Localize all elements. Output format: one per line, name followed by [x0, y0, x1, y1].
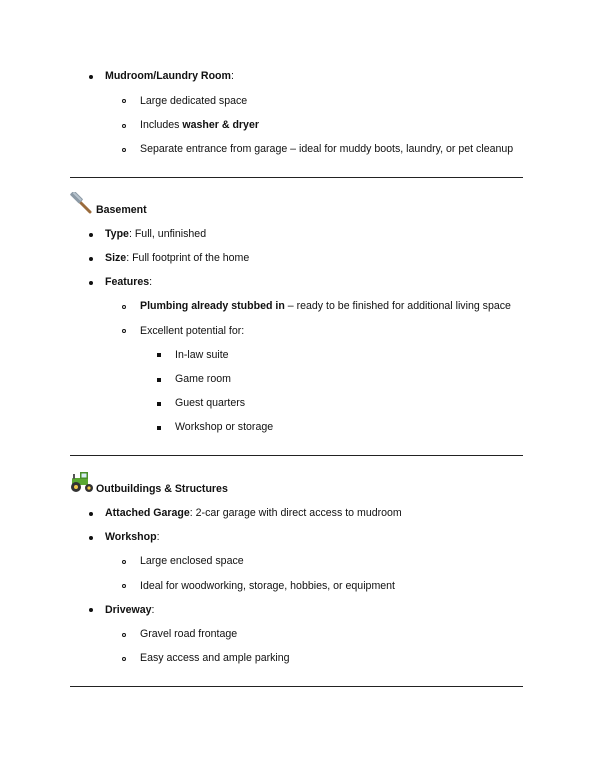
mudroom-title: Mudroom/Laundry Room: — [105, 70, 234, 82]
section-divider — [70, 455, 523, 456]
workshop-subitem: Ideal for woodworking, storage, hobbies, or equipment — [140, 580, 395, 592]
tractor-icon — [69, 471, 95, 493]
square-bullet — [157, 353, 161, 357]
driveway-item: Driveway: — [105, 604, 155, 616]
hammer-icon — [69, 192, 93, 214]
driveway-subitem: Easy access and ample parking — [140, 652, 290, 664]
outbuildings-heading: Outbuildings & Structures — [96, 483, 228, 495]
potential-subitem: Guest quarters — [175, 397, 246, 409]
square-bullet — [157, 378, 161, 382]
square-bullet — [157, 426, 161, 430]
section-divider — [70, 177, 523, 178]
workshop-subitem: Large enclosed space — [140, 555, 244, 567]
plumbing-item: Plumbing already stubbed in – ready to be finished for additional living space — [140, 300, 511, 312]
mudroom-item: Includes washer & dryer — [140, 119, 259, 131]
sub-bullet — [122, 584, 126, 588]
sub-bullet — [122, 305, 126, 309]
basement-features: Features: — [105, 276, 153, 288]
potential-subitem: Workshop or storage — [175, 421, 274, 433]
garage-item: Attached Garage: 2-car garage with direct access to mudroom — [105, 507, 402, 519]
bullet — [89, 281, 93, 285]
sub-bullet — [122, 329, 126, 333]
basement-heading: Basement — [96, 204, 147, 216]
sub-bullet — [122, 657, 126, 661]
sub-bullet — [122, 148, 126, 152]
sub-bullet — [122, 633, 126, 637]
sub-bullet — [122, 560, 126, 564]
basement-size: Size: Full footprint of the home — [105, 252, 250, 264]
potential-subitem: In-law suite — [175, 349, 229, 361]
bullet — [89, 512, 93, 516]
workshop-item: Workshop: — [105, 531, 160, 543]
potential-subitem: Game room — [175, 373, 231, 385]
bullet — [89, 75, 93, 79]
bullet — [89, 608, 93, 612]
mudroom-item: Large dedicated space — [140, 95, 248, 107]
bullet — [89, 233, 93, 237]
mudroom-item: Separate entrance from garage – ideal for muddy boots, laundry, or pet cleanup — [140, 143, 514, 155]
section-divider — [70, 686, 523, 687]
sub-bullet — [122, 99, 126, 103]
square-bullet — [157, 402, 161, 406]
bullet — [89, 257, 93, 261]
driveway-subitem: Gravel road frontage — [140, 628, 238, 640]
basement-type: Type: Full, unfinished — [105, 228, 207, 240]
potential-item: Excellent potential for: — [140, 325, 245, 337]
bullet — [89, 536, 93, 540]
sub-bullet — [122, 124, 126, 128]
